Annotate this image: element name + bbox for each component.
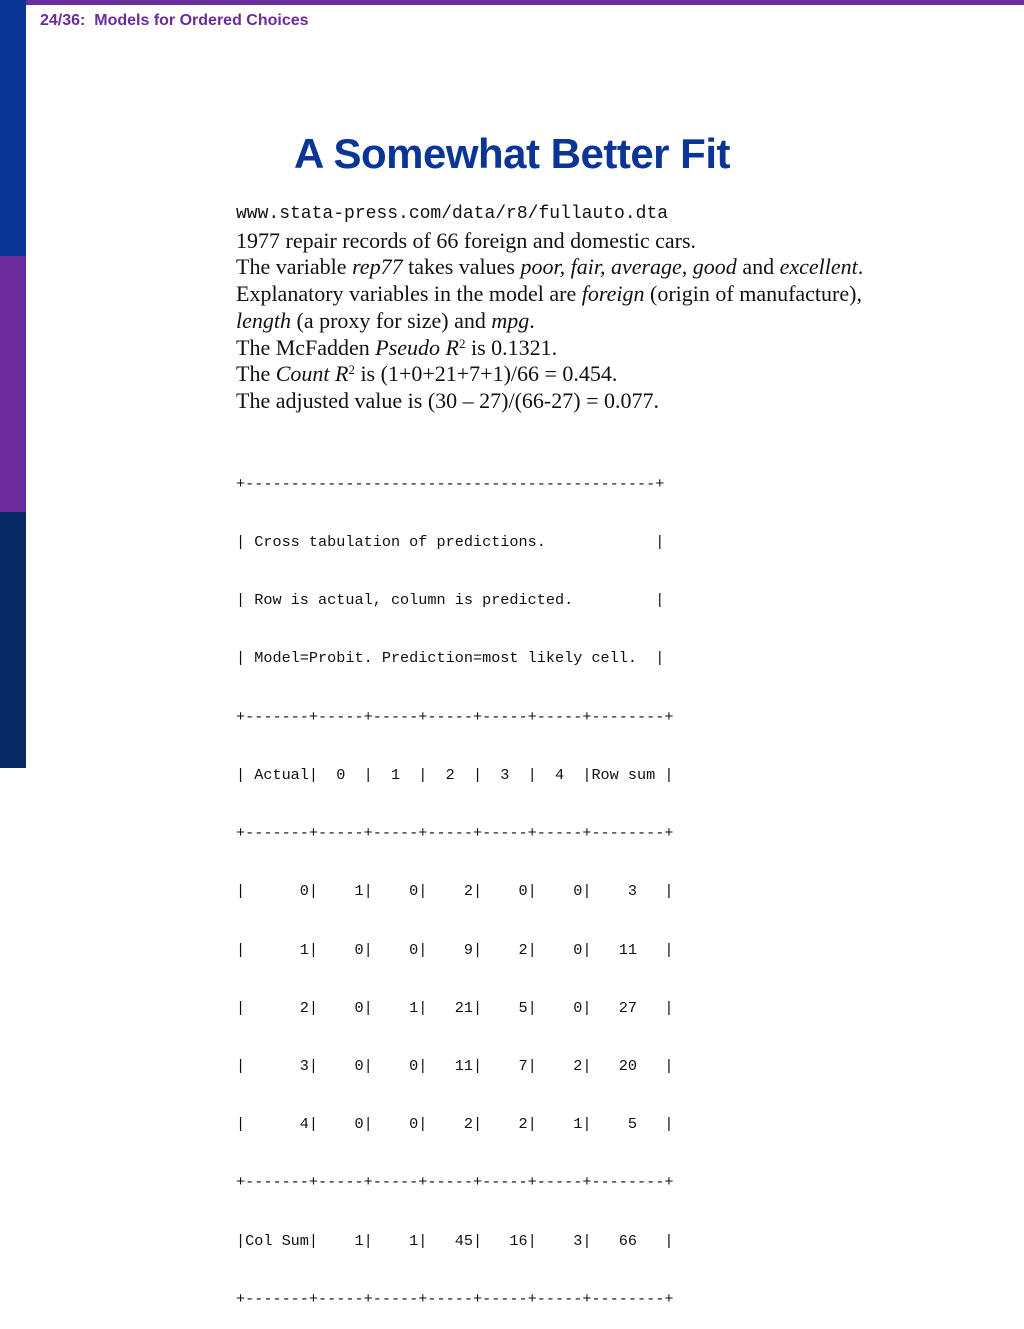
crosstab-table xyxy=(236,436,673,1329)
text-fragment: is 0.1321. xyxy=(465,334,558,360)
crosstab-line: +-------+-----+-----+-----+-----+-----+--------+ xyxy=(236,1173,674,1192)
slide-body xyxy=(236,198,996,415)
left-accent-bar-blue xyxy=(0,0,26,256)
slide-title xyxy=(0,130,1024,178)
text-fragment: (a proxy for size) and xyxy=(291,307,492,333)
statistic-name: Pseudo R xyxy=(375,334,459,360)
body-line-7 xyxy=(236,361,996,388)
superscript: 2 xyxy=(459,335,466,351)
text-fragment: The variable xyxy=(236,254,353,280)
crosstab-line: | Cross tabulation of predictions. | xyxy=(236,533,665,552)
slide-title-text: A Somewhat Better Fit xyxy=(294,130,730,177)
text-fragment: . xyxy=(857,254,864,280)
left-accent-bar-purple xyxy=(0,256,26,512)
variable-name: mpg xyxy=(491,307,530,333)
crosstab-line: | Row is actual, column is predicted. | xyxy=(236,591,665,610)
text-fragment: takes values xyxy=(402,254,521,280)
value-last: excellent xyxy=(779,254,858,280)
text-fragment: is (1+0+21+7+1)/66 = 0.454. xyxy=(354,361,618,387)
body-line-4 xyxy=(236,281,996,308)
crosstab-line: +---------------------------------------------+ xyxy=(236,474,665,493)
body-line-6 xyxy=(236,335,996,362)
crosstab-row: | 4| 0| 0| 2| 2| 1| 5 | xyxy=(236,1115,674,1134)
dataset-url-line xyxy=(236,198,996,228)
crosstab-row: | 3| 0| 0| 11| 7| 2| 20 | xyxy=(236,1057,674,1075)
crosstab-line: +-------+-----+-----+-----+-----+-----+--------+ xyxy=(236,707,674,726)
body-line-8: The adjusted value is (30 – 27)/(66-27) = 0.077. xyxy=(236,387,659,413)
body-line-2: 1977 repair records of 66 foreign and domestic cars. xyxy=(236,227,697,253)
slide-header-label: 24/36: Models for Ordered Choices xyxy=(40,12,309,29)
left-accent-bar-navy xyxy=(0,512,26,768)
text-fragment: The xyxy=(236,361,276,387)
body-line-5 xyxy=(236,308,996,335)
value-list: poor, fair, average, good xyxy=(520,254,737,280)
text-fragment: Explanatory variables in the model are xyxy=(236,281,582,307)
text-fragment: The McFadden xyxy=(236,334,376,360)
crosstab-row: | 2| 0| 1| 21| 5| 0| 27 | xyxy=(236,998,674,1017)
text-fragment: and xyxy=(736,254,780,280)
crosstab-total-row: |Col Sum| 1| 1| 45| 16| 3| 66 | xyxy=(236,1231,674,1250)
statistic-name: Count R xyxy=(275,361,349,387)
variable-name: length xyxy=(236,307,291,333)
crosstab-header-row: | Actual| 0 | 1 | 2 | 3 | 4 |Row sum | xyxy=(236,765,674,784)
crosstab-line: | Model=Probit. Prediction=most likely cell. | xyxy=(236,649,665,668)
crosstab-line: +-------+-----+-----+-----+-----+-----+--------+ xyxy=(236,824,674,843)
body-line-3 xyxy=(236,254,996,281)
variable-name: foreign xyxy=(581,281,645,307)
text-fragment: . xyxy=(529,307,535,333)
crosstab-line: +-------+-----+-----+-----+-----+-----+--------+ xyxy=(236,1289,674,1308)
top-accent-rule xyxy=(0,0,1024,5)
crosstab-row: | 0| 1| 0| 2| 0| 0| 3 | xyxy=(236,882,674,901)
variable-name: rep77 xyxy=(352,254,403,280)
crosstab-row: | 1| 0| 0| 9| 2| 0| 11 | xyxy=(236,940,674,959)
dataset-url: www.stata-press.com/data/r8/fullauto.dta xyxy=(236,204,669,224)
text-fragment: (origin of manufacture), xyxy=(644,281,862,307)
superscript: 2 xyxy=(348,362,355,378)
